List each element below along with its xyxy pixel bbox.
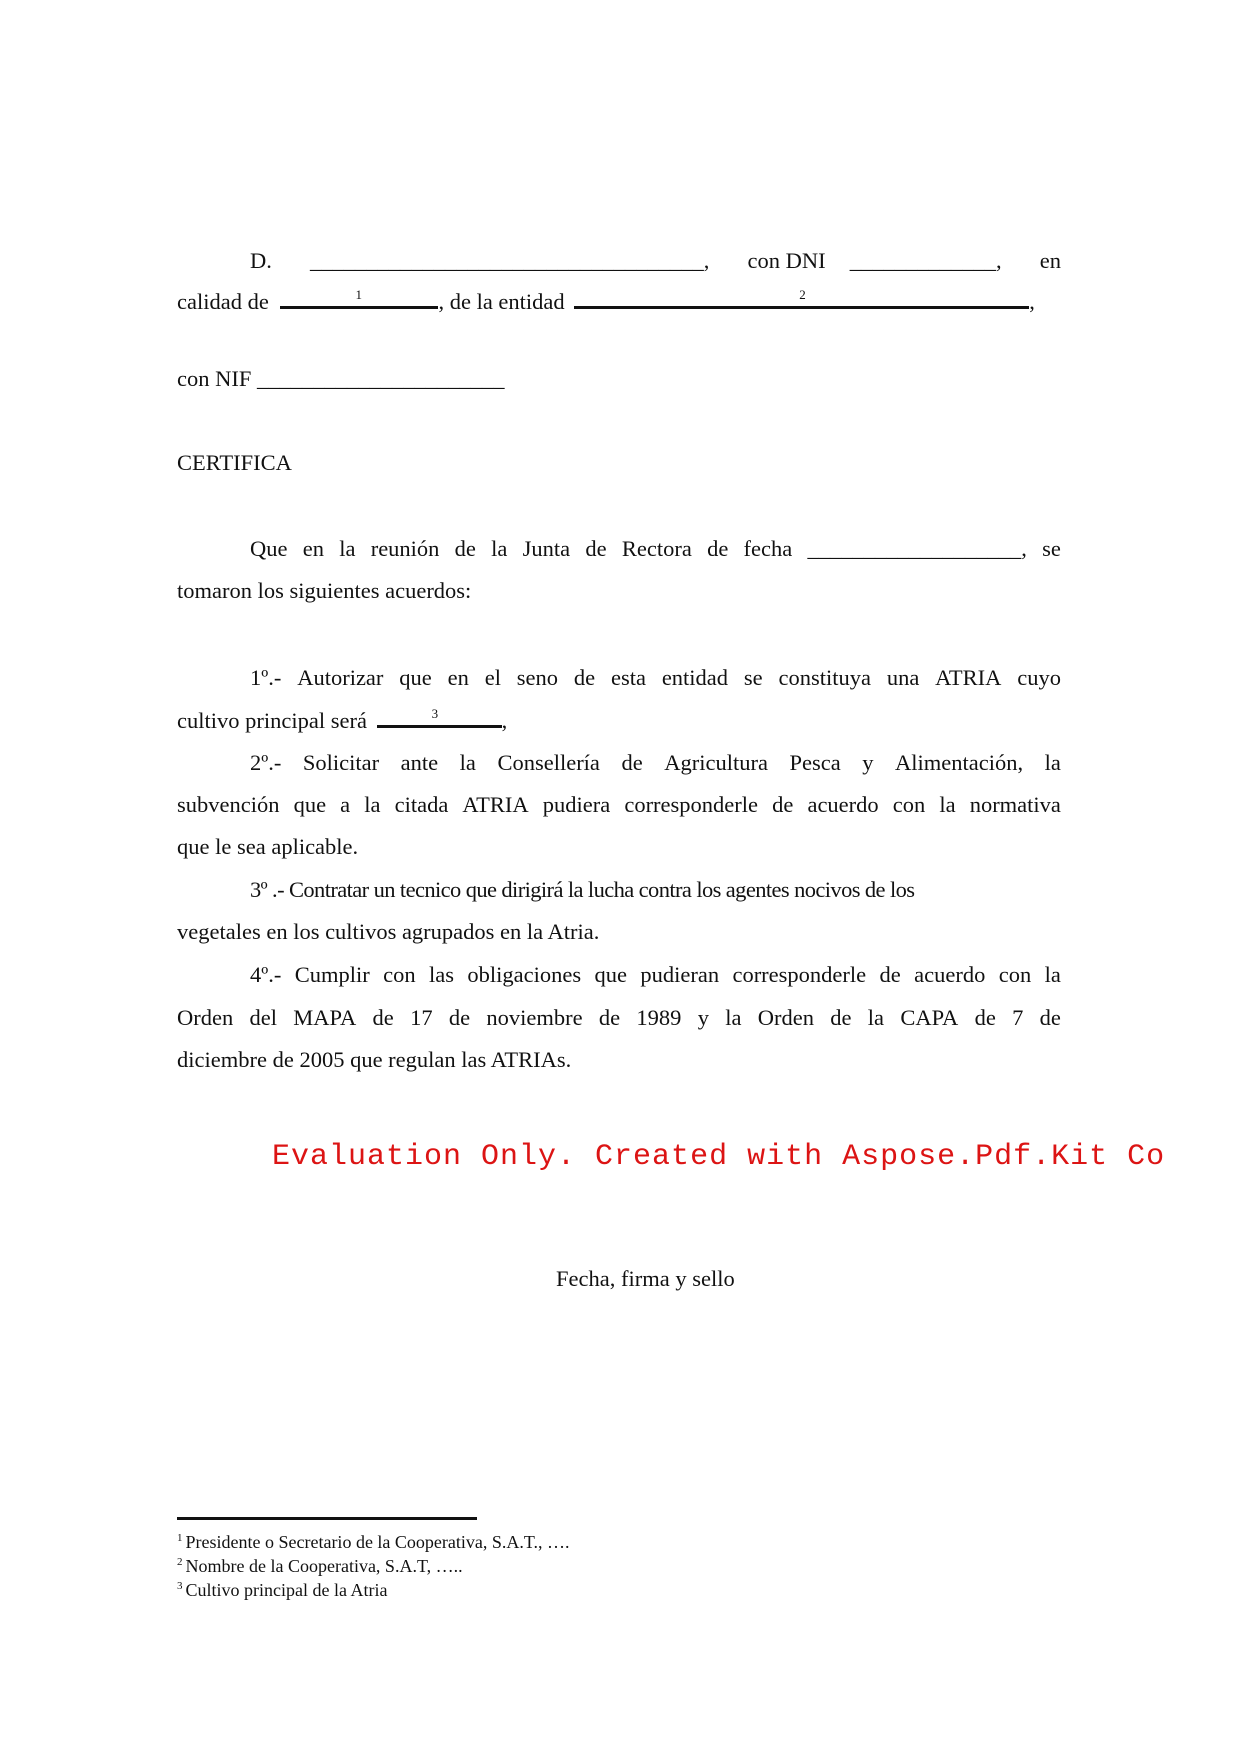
footnote-text: Presidente o Secretario de la Cooperativa, S.A.T., …. — [185, 1532, 570, 1552]
word: normativa — [969, 792, 1061, 817]
name-blank[interactable]: ___________________________________, — [310, 248, 710, 273]
word: de — [573, 665, 596, 690]
word: Rectora — [621, 536, 692, 561]
word: cuyo — [1017, 665, 1061, 690]
comma: , — [501, 708, 508, 733]
word: ATRIA — [935, 665, 1002, 690]
word: la — [339, 536, 356, 561]
con-dni-label: con DNI — [747, 248, 826, 273]
cultivo-blank[interactable] — [377, 707, 502, 728]
word: esta — [610, 665, 646, 690]
word: 7 — [1012, 1005, 1024, 1030]
footnote-number: 2 — [177, 1556, 183, 1568]
word: en — [302, 536, 324, 561]
word: la — [867, 1005, 885, 1030]
word: Que — [250, 536, 288, 561]
word: 2º.- — [250, 750, 282, 775]
word: acuerdo — [914, 962, 986, 987]
footnote-ref-2: 2 — [799, 287, 806, 302]
word: 17 — [410, 1005, 433, 1030]
calidad-blank[interactable] — [280, 288, 438, 309]
word: de — [585, 536, 607, 561]
word: de — [879, 962, 901, 987]
evaluation-watermark: Evaluation Only. Created with Aspose.Pdf.Kit Co — [272, 1140, 1166, 1174]
acuerdo-3-line-2: vegetales en los cultivos agrupados en la Atria. — [177, 919, 600, 944]
word: obligaciones — [467, 962, 582, 987]
word: a — [340, 792, 351, 817]
word: de — [1039, 1005, 1061, 1030]
acuerdo-3-line-1: 3º .- Contratar un tecnico que dirigirá la lucha contra los agentes nocivos de los — [250, 877, 915, 902]
intro-line-2: tomaron los siguientes acuerdos: — [177, 578, 472, 603]
footnote-separator — [177, 1517, 477, 1520]
cultivo-principal-label: cultivo principal será — [177, 708, 367, 733]
word: Cumplir — [294, 962, 370, 987]
word: corresponderle — [732, 962, 867, 987]
word: la — [491, 536, 508, 561]
footnote-ref-3: 3 — [431, 706, 439, 721]
acuerdo-2-line-3: que le sea aplicable. — [177, 834, 359, 859]
word: ___________________, — [807, 536, 1027, 561]
footnote-text: Cultivo principal de la Atria — [185, 1580, 388, 1600]
word: de — [621, 750, 643, 775]
word: la — [1044, 750, 1061, 775]
word: que — [293, 792, 327, 817]
en-label: en — [1039, 248, 1061, 273]
word: acuerdo — [807, 792, 879, 817]
word: con — [998, 962, 1032, 987]
certifica-heading: CERTIFICA — [177, 450, 292, 475]
word: 4º.- — [250, 962, 282, 987]
word: Junta — [522, 536, 571, 561]
word: con — [892, 792, 926, 817]
word: 1989 — [636, 1005, 682, 1030]
entidad-blank[interactable] — [574, 288, 1029, 309]
word: fecha — [743, 536, 793, 561]
word: seno — [516, 665, 559, 690]
acuerdo-2-line-1 — [250, 750, 1061, 776]
footnote-number: 3 — [177, 1580, 183, 1592]
word: Orden — [177, 1005, 234, 1030]
word: ante — [400, 750, 439, 775]
word: Consellería — [497, 750, 600, 775]
word: el — [484, 665, 501, 690]
intro-line-1 — [250, 536, 1061, 562]
word: la — [939, 792, 956, 817]
word: las — [429, 962, 454, 987]
word: que — [399, 665, 432, 690]
word: una — [886, 665, 920, 690]
word: de — [974, 1005, 996, 1030]
footnote-number: 1 — [177, 1532, 183, 1544]
header-line-3 — [177, 366, 1061, 392]
word: de — [830, 1005, 852, 1030]
word: que — [594, 962, 627, 987]
word: del — [249, 1005, 278, 1030]
word: corresponderle — [624, 792, 759, 817]
header-line-2 — [177, 288, 1061, 315]
word: la — [459, 750, 476, 775]
word: en — [447, 665, 469, 690]
word: ATRIA — [462, 792, 529, 817]
word: de — [372, 1005, 394, 1030]
word: Agricultura — [664, 750, 768, 775]
de-la-entidad-label: , de la entidad — [438, 289, 565, 314]
word: de — [707, 536, 729, 561]
nif-blank[interactable]: ______________________ — [257, 366, 505, 391]
word: de — [454, 536, 476, 561]
footnote-ref-1: 1 — [355, 287, 362, 302]
word: entidad — [661, 665, 729, 690]
footnote-3 — [177, 1575, 387, 1601]
acuerdo-4-line-3: diciembre de 2005 que regulan las ATRIAs. — [177, 1047, 572, 1072]
footnote-1 — [177, 1527, 570, 1553]
acuerdo-4-line-2 — [177, 1005, 1061, 1031]
word: subvención — [177, 792, 280, 817]
word: la — [725, 1005, 742, 1030]
word: CAPA — [900, 1005, 959, 1030]
word: y — [697, 1005, 709, 1030]
word: pudiera — [542, 792, 611, 817]
word: constituya — [778, 665, 871, 690]
signature-line: Fecha, firma y sello — [556, 1266, 735, 1291]
word: la — [1044, 962, 1061, 987]
word: de — [448, 1005, 471, 1030]
acuerdo-4-line-1 — [250, 962, 1061, 988]
acuerdo-2-line-2 — [177, 792, 1061, 818]
word: 1º.- — [250, 665, 282, 690]
word: pudieran — [640, 962, 720, 987]
word: Pesca — [789, 750, 841, 775]
calidad-de-label: calidad de — [177, 289, 269, 314]
comma: , — [1029, 289, 1035, 314]
word: reunión — [370, 536, 440, 561]
word: Solicitar — [302, 750, 380, 775]
con-nif-label: con NIF — [177, 366, 252, 391]
word: Orden — [757, 1005, 814, 1030]
header-line-1 — [250, 248, 1061, 274]
word: noviembre — [486, 1005, 583, 1030]
word: Autorizar — [297, 665, 384, 690]
footnote-text: Nombre de la Cooperativa, S.A.T, ….. — [185, 1556, 463, 1576]
acuerdo-1-line-2 — [177, 707, 1061, 734]
word: y — [862, 750, 874, 775]
word: se — [743, 665, 763, 690]
word: se — [1042, 536, 1061, 561]
word: citada — [394, 792, 449, 817]
word: Alimentación, — [895, 750, 1024, 775]
word: con — [383, 962, 416, 987]
acuerdo-1-line-1 — [250, 665, 1061, 691]
word: la — [364, 792, 381, 817]
word: MAPA — [293, 1005, 357, 1030]
word: de — [598, 1005, 621, 1030]
d-label: D. — [250, 248, 272, 273]
word: de — [772, 792, 794, 817]
footnote-2 — [177, 1551, 463, 1577]
dni-blank[interactable]: _____________, — [849, 248, 1002, 273]
